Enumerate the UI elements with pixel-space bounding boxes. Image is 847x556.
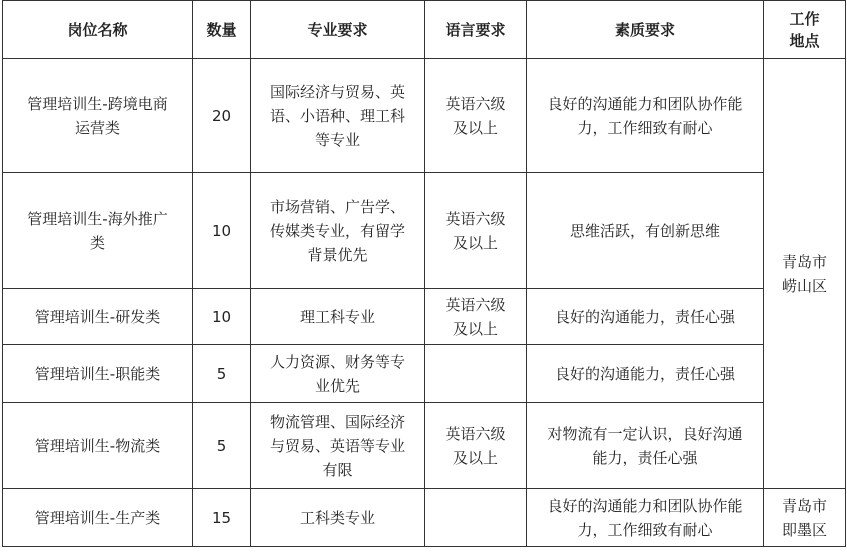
cell-major: 理工科专业: [251, 289, 425, 345]
header-major: 专业要求: [251, 1, 425, 59]
cell-language: [425, 489, 527, 547]
table-row: [3, 403, 846, 489]
cell-count: 15: [193, 489, 251, 547]
cell-major: 人力资源、财务等专业优先: [251, 345, 425, 403]
table-row: [3, 173, 846, 289]
cell-language: 英语六级及以上: [425, 173, 527, 289]
cell-count: 10: [193, 173, 251, 289]
cell-major: 国际经济与贸易、英语、小语种、理工科等专业: [251, 59, 425, 173]
cell-quality: 对物流有一定认识，良好沟通能力，责任心强: [527, 403, 764, 489]
cell-position: 管理培训生-生产类: [3, 489, 193, 547]
table-row: [3, 489, 846, 547]
header-language: 语言要求: [425, 1, 527, 59]
header-count: 数量: [193, 1, 251, 59]
cell-quality: 良好的沟通能力，责任心强: [527, 345, 764, 403]
header-location: 工作地点: [764, 1, 846, 59]
cell-position: 管理培训生-职能类: [3, 345, 193, 403]
table-row: [3, 289, 846, 345]
header-quality: 素质要求: [527, 1, 764, 59]
header-position: 岗位名称: [3, 1, 193, 59]
cell-count: 20: [193, 59, 251, 173]
cell-quality: 思维活跃，有创新思维: [527, 173, 764, 289]
cell-position: 管理培训生-研发类: [3, 289, 193, 345]
cell-major: 物流管理、国际经济与贸易、英语等专业有限: [251, 403, 425, 489]
cell-location: 青岛市崂山区: [764, 59, 846, 489]
cell-major: 市场营销、广告学、传媒类专业，有留学背景优先: [251, 173, 425, 289]
table-row: [3, 345, 846, 403]
cell-position: 管理培训生-跨境电商运营类: [3, 59, 193, 173]
recruitment-table: [2, 0, 846, 547]
cell-count: 10: [193, 289, 251, 345]
cell-count: 5: [193, 345, 251, 403]
cell-count: 5: [193, 403, 251, 489]
cell-language: 英语六级及以上: [425, 289, 527, 345]
cell-quality: 良好的沟通能力和团队协作能力，工作细致有耐心: [527, 489, 764, 547]
cell-position: 管理培训生-海外推广类: [3, 173, 193, 289]
header-row: [3, 1, 846, 59]
cell-major: 工科类专业: [251, 489, 425, 547]
cell-language: 英语六级及以上: [425, 403, 527, 489]
cell-quality: 良好的沟通能力和团队协作能力，工作细致有耐心: [527, 59, 764, 173]
cell-language: [425, 345, 527, 403]
table-row: [3, 59, 846, 173]
cell-position: 管理培训生-物流类: [3, 403, 193, 489]
cell-quality: 良好的沟通能力，责任心强: [527, 289, 764, 345]
cell-language: 英语六级及以上: [425, 59, 527, 173]
cell-location: 青岛市即墨区: [764, 489, 846, 547]
